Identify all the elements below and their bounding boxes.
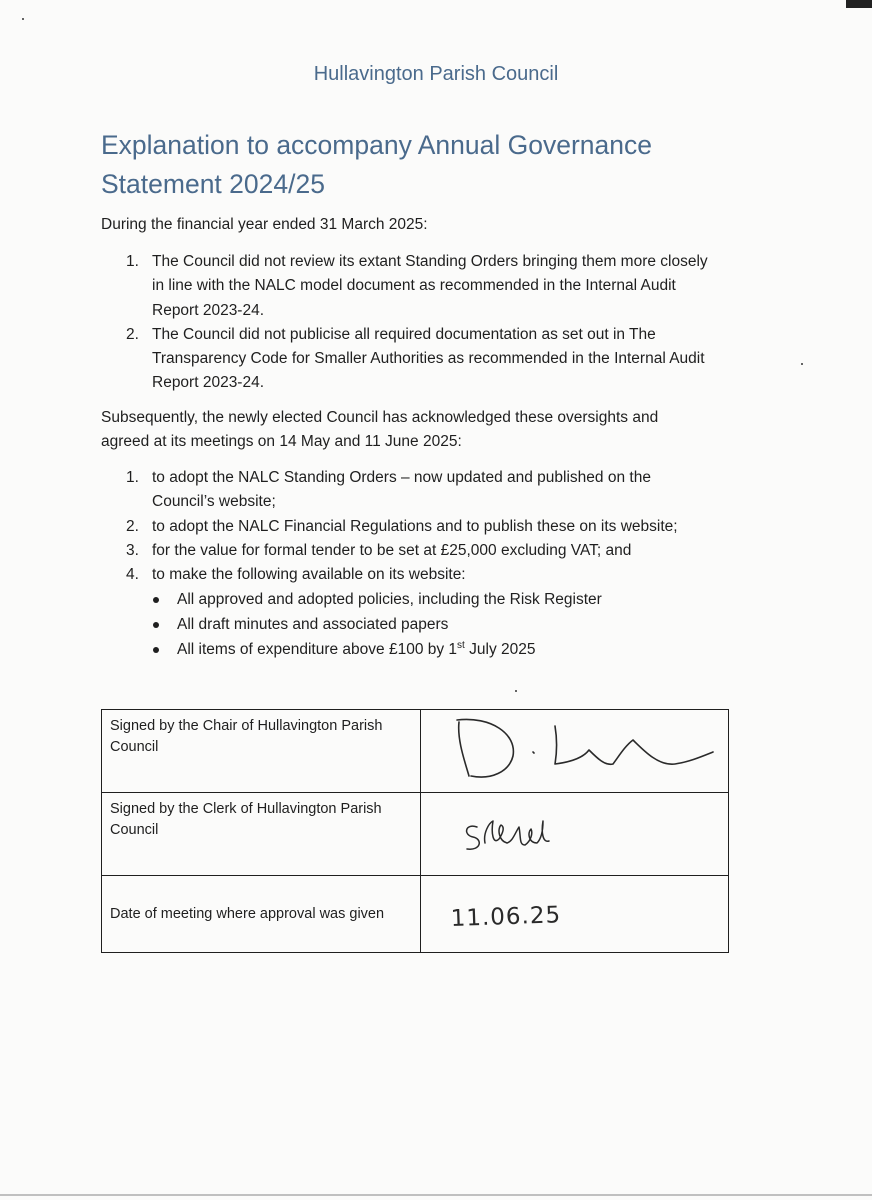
action-number: 2. <box>126 517 139 535</box>
chair-signature-scribble <box>421 710 745 792</box>
actions-list <box>101 466 761 662</box>
scan-speck <box>801 363 803 365</box>
chair-signature-row <box>102 710 729 793</box>
website-item-text: All approved and adopted policies, including the Risk Register <box>177 591 602 609</box>
website-item-text: All draft minutes and associated papers <box>177 616 449 634</box>
finding-text-line: The Council did not publicise all required documentation as set out in The <box>152 325 656 343</box>
action-text-line: to adopt the NALC Financial Regulations and to publish these on its website; <box>152 517 678 535</box>
website-item <box>152 587 761 612</box>
ordinal-suffix: st <box>457 640 465 652</box>
clerk-signature-label: Signed by the Clerk of Hullavington Parish Council <box>102 793 421 876</box>
finding-number: 2. <box>126 325 139 343</box>
approval-signature-table <box>101 709 729 953</box>
action-text-line: to make the following available on its website: <box>152 566 466 584</box>
action-text-line: for the value for formal tender to be set at £25,000 excluding VAT; and <box>152 541 632 559</box>
chair-signature-cell <box>421 710 729 793</box>
finding-item <box>101 250 761 323</box>
subsequent-paragraph <box>101 406 761 454</box>
meeting-date-label: Date of meeting where approval was given <box>102 876 421 953</box>
finding-text-line: Transparency Code for Smaller Authorities as recommended in the Internal Audit <box>152 350 705 368</box>
title-line-2: Statement 2024/25 <box>101 169 325 199</box>
chair-signature-label: Signed by the Chair of Hullavington Parish Council <box>102 710 421 793</box>
website-items-list <box>152 587 761 662</box>
bullet-icon <box>153 647 159 653</box>
subsequent-line-2: agreed at its meetings on 14 May and 11 June 2025: <box>101 433 462 450</box>
bullet-icon <box>153 597 159 603</box>
website-item <box>152 612 761 637</box>
finding-text-line: in line with the NALC model document as recommended in the Internal Audit <box>152 277 676 295</box>
finding-number: 1. <box>126 253 139 270</box>
clerk-signature-scribble <box>421 793 745 875</box>
scan-speck <box>515 690 517 692</box>
subsequent-line-1: Subsequently, the newly elected Council has acknowledged these oversights and <box>101 409 659 426</box>
finding-text-line: The Council did not review its extant Standing Orders bringing them more closely <box>152 253 708 270</box>
finding-text-line: Report 2023-24. <box>152 374 265 392</box>
scan-speck <box>22 18 24 20</box>
action-number: 4. <box>126 566 139 584</box>
action-item <box>101 466 761 515</box>
website-item-text: All items of expenditure above £100 by 1 <box>177 641 458 659</box>
scan-corner-mark <box>846 0 872 8</box>
finding-text-line: Report 2023-24. <box>152 301 265 319</box>
website-item <box>152 637 761 662</box>
scan-bottom-edge <box>0 1194 872 1196</box>
meeting-date-cell <box>421 876 729 953</box>
clerk-signature-cell <box>421 793 729 876</box>
meeting-date-row <box>102 876 729 953</box>
action-number: 1. <box>126 469 139 486</box>
meeting-date-handwriting <box>421 876 745 952</box>
action-text-line: to adopt the NALC Standing Orders – now updated and published on the <box>152 469 651 486</box>
action-text-line: Council’s website; <box>152 493 276 511</box>
finding-item <box>101 323 761 396</box>
title-line-1: Explanation to accompany Annual Governance <box>101 130 652 160</box>
intro-paragraph: During the financial year ended 31 March 2025: <box>101 216 428 233</box>
clerk-signature-row <box>102 793 729 876</box>
council-name-header: Hullavington Parish Council <box>313 63 559 85</box>
website-item-text-end: July 2025 <box>464 641 536 659</box>
action-item <box>101 539 761 563</box>
document-title <box>101 126 741 204</box>
bullet-icon <box>153 622 159 628</box>
findings-list <box>101 250 761 396</box>
action-item <box>101 515 761 539</box>
meeting-date-value: 11.06.25 <box>450 902 562 932</box>
action-number: 3. <box>126 541 139 559</box>
action-item <box>101 563 761 662</box>
